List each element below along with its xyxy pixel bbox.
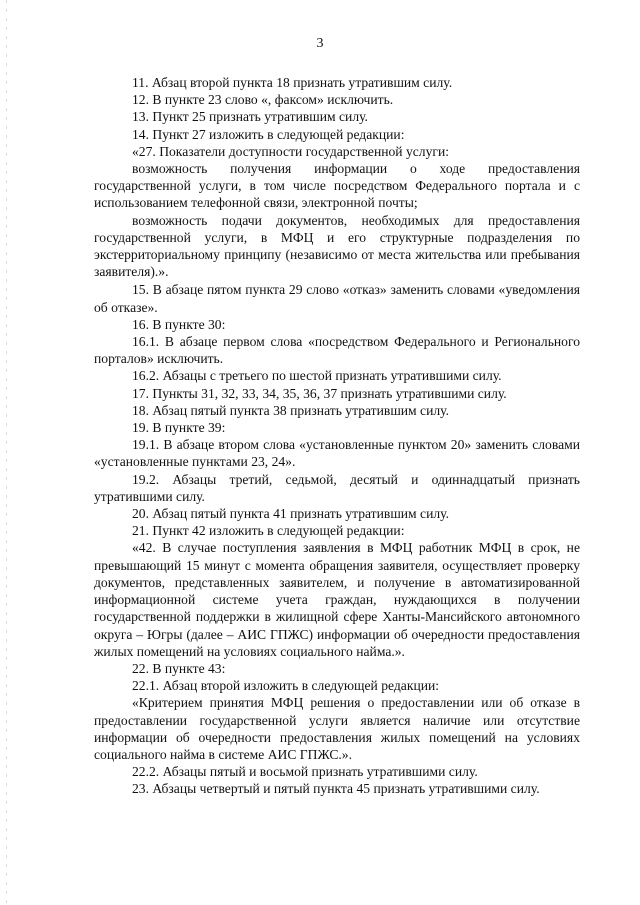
paragraph-27-item-1: возможность получения информации о ходе предоставления государственной услуги, в том числе посредством Федерального портала и с использованием телефонной связи, электронной почты; <box>94 161 580 211</box>
paragraph-16-2: 16.2. Абзацы с третьего по шестой признать утратившими силу. <box>132 368 502 384</box>
paragraph-27-heading: «27. Показатели доступности государственной услуги: <box>132 143 450 159</box>
paragraph-17: 17. Пункты 31, 32, 33, 34, 35, 36, 37 признать утратившими силу. <box>132 385 507 401</box>
paragraph-19: 19. В пункте 39: <box>132 420 226 436</box>
paragraph-16-1: 16.1. В абзаце первом слова «посредством Федерального и Регионального порталов» исключить. <box>94 334 580 367</box>
paragraph-14: 14. Пункт 27 изложить в следующей редакции: <box>132 126 405 142</box>
paragraph-43-quote: «Критерием принятия МФЦ решения о предоставлении или об отказе в предоставлении государственной услуги является наличие или отсутствие информации об очередности предоставления жилых помещений на условиях социального найма в системе АИС ГПЖС.». <box>94 695 580 762</box>
paragraph-16: 16. В пункте 30: <box>132 316 226 332</box>
paragraph-42-text: «42. В случае поступления заявления в МФЦ работник МФЦ в срок, не превышающий 15 минут с момента обращения заявителя, осуществляет проверку документов, представленных заявителем, и получение в автоматизированной информационной системе учета граждан, нуждающихся в получении государственной поддержки в жилищной сфере Ханты-Мансийского автономного округа – Югры (далее – АИС ГПЖС) информации об очередности предоставления жилых помещений на условиях социального найма.». <box>94 540 580 659</box>
paragraph-13: 13. Пункт 25 признать утратившим силу. <box>132 109 368 125</box>
paragraph-22: 22. В пункте 43: <box>132 660 226 676</box>
paragraph-19-1: 19.1. В абзаце втором слова «установленные пунктом 20» заменить словами «установленные пунктами 23, 24». <box>94 437 580 470</box>
paragraph-20: 20. Абзац пятый пункта 41 признать утратившим силу. <box>132 506 449 522</box>
paragraph-22-1: 22.1. Абзац второй изложить в следующей редакции: <box>132 678 440 694</box>
paragraph-19-2: 19.2. Абзацы третий, седьмой, десятый и одиннадцатый признать утратившими силу. <box>94 471 580 504</box>
scan-edge-artifact <box>6 0 7 905</box>
paragraph-15: 15. В абзаце пятом пункта 29 слово «отказ» заменить словами «уведомления об отказе». <box>94 282 580 315</box>
document-body <box>94 74 580 798</box>
paragraph-18: 18. Абзац пятый пункта 38 признать утратившим силу. <box>132 402 449 418</box>
paragraph-21: 21. Пункт 42 изложить в следующей редакции: <box>132 523 405 539</box>
paragraph-27-item-2: возможность подачи документов, необходимых для предоставления государственной услуги, в МФЦ и его структурные подразделения по экстерриториальному принципу (независимо от места жительства или пребывания заявителя).». <box>94 212 580 280</box>
paragraph-23: 23. Абзацы четвертый и пятый пункта 45 признать утратившими силу. <box>132 781 540 797</box>
paragraph-12: 12. В пункте 23 слово «, факсом» исключить. <box>132 92 394 108</box>
page-number: 3 <box>316 36 324 51</box>
paragraph-22-2: 22.2. Абзацы пятый и восьмой признать утратившими силу. <box>132 764 478 780</box>
paragraph-11: 11. Абзац второй пункта 18 признать утратившим силу. <box>132 75 453 90</box>
